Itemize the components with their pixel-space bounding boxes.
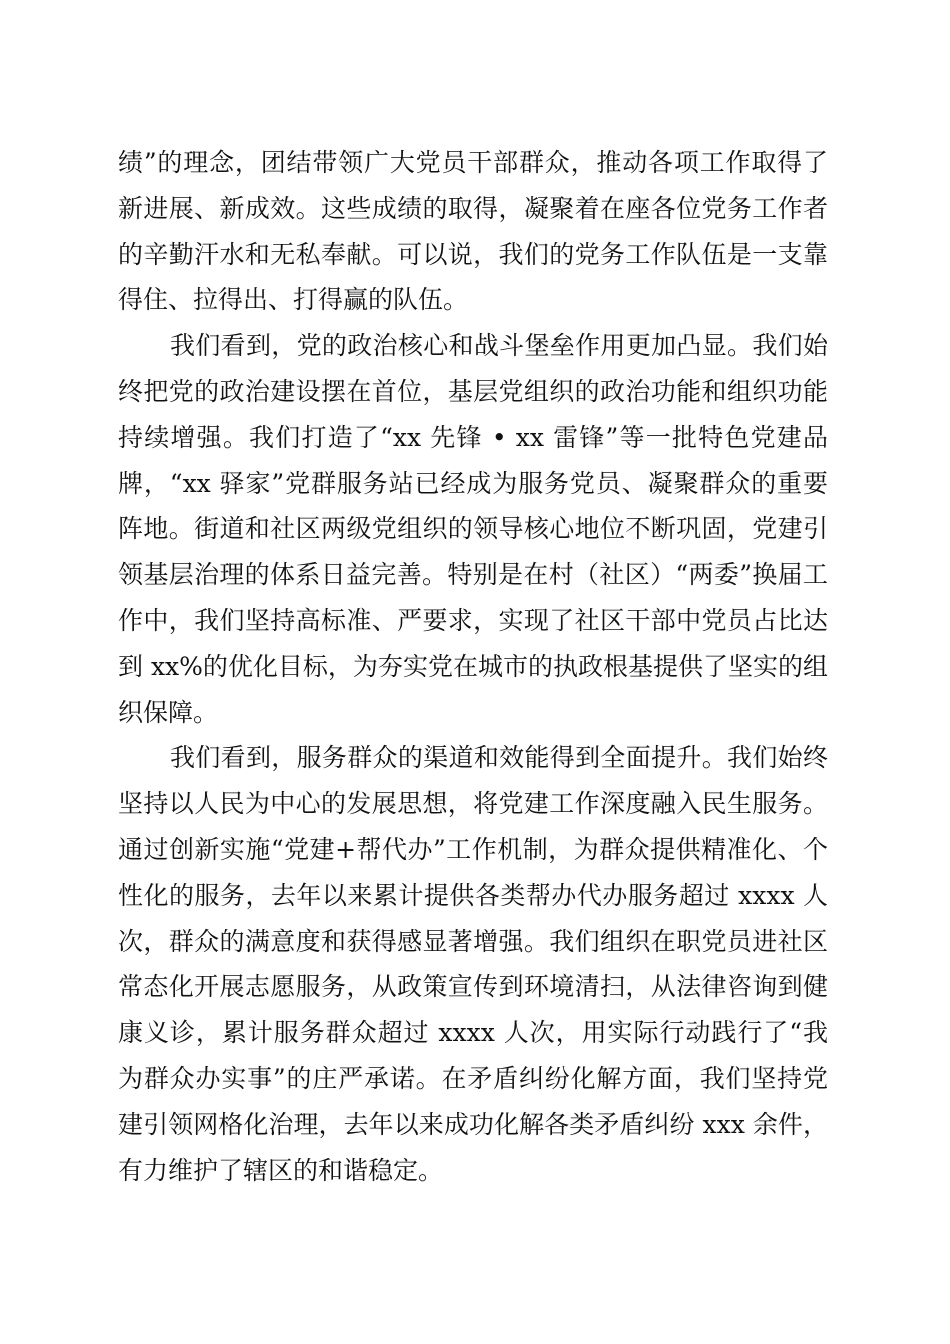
document-body <box>118 140 828 1193</box>
paragraph-serving-the-masses: 我们看到，服务群众的渠道和效能得到全面提升。我们始终坚持以人民为中心的发展思想，将党建工作深度融入民生服务。通过创新实施“党建+帮代办”工作机制，为群众提供精准化、个性化的服务，去年以来累计提供各类帮办代办服务超过 xxxx 人次，群众的满意度和获得感显著增强。我们组织在职党员进社区常态化开展志愿服务，从政策宣传到环境清扫，从法律咨询到健康义诊，累计服务群众超过 xxxx 人次，用实际行动践行了“我为群众办实事”的庄严承诺。在矛盾纠纷化解方面，我们坚持党建引领网格化治理，去年以来成功化解各类矛盾纠纷 xxx 余件，有力维护了辖区的和谐稳定。 <box>118 743 828 1185</box>
paragraph-continuation: 绩”的理念，团结带领广大党员干部群众，推动各项工作取得了新进展、新成效。这些成绩的取得，凝聚着在座各位党务工作者的辛勤汗水和无私奉献。可以说，我们的党务工作队伍是一支靠得住、拉得出、打得赢的队伍。 <box>118 148 828 315</box>
paragraph-party-core-role: 我们看到，党的政治核心和战斗堡垒作用更加凸显。我们始终把党的政治建设摆在首位，基层党组织的政治功能和组织功能持续增强。我们打造了“xx 先锋 • xx 雷锋”等一批特色党建品牌，“xx 驿家”党群服务站已经成为服务党员、凝聚群众的重要阵地。街道和社区两级党组织的领导核心地位不断巩固，党建引领基层治理的体系日益完善。特别是在村（社区）“两委”换届工作中，我们坚持高标准、严要求，实现了社区干部中党员占比达到 xx%的优化目标，为夯实党在城市的执政根基提供了坚实的组织保障。 <box>118 331 828 727</box>
